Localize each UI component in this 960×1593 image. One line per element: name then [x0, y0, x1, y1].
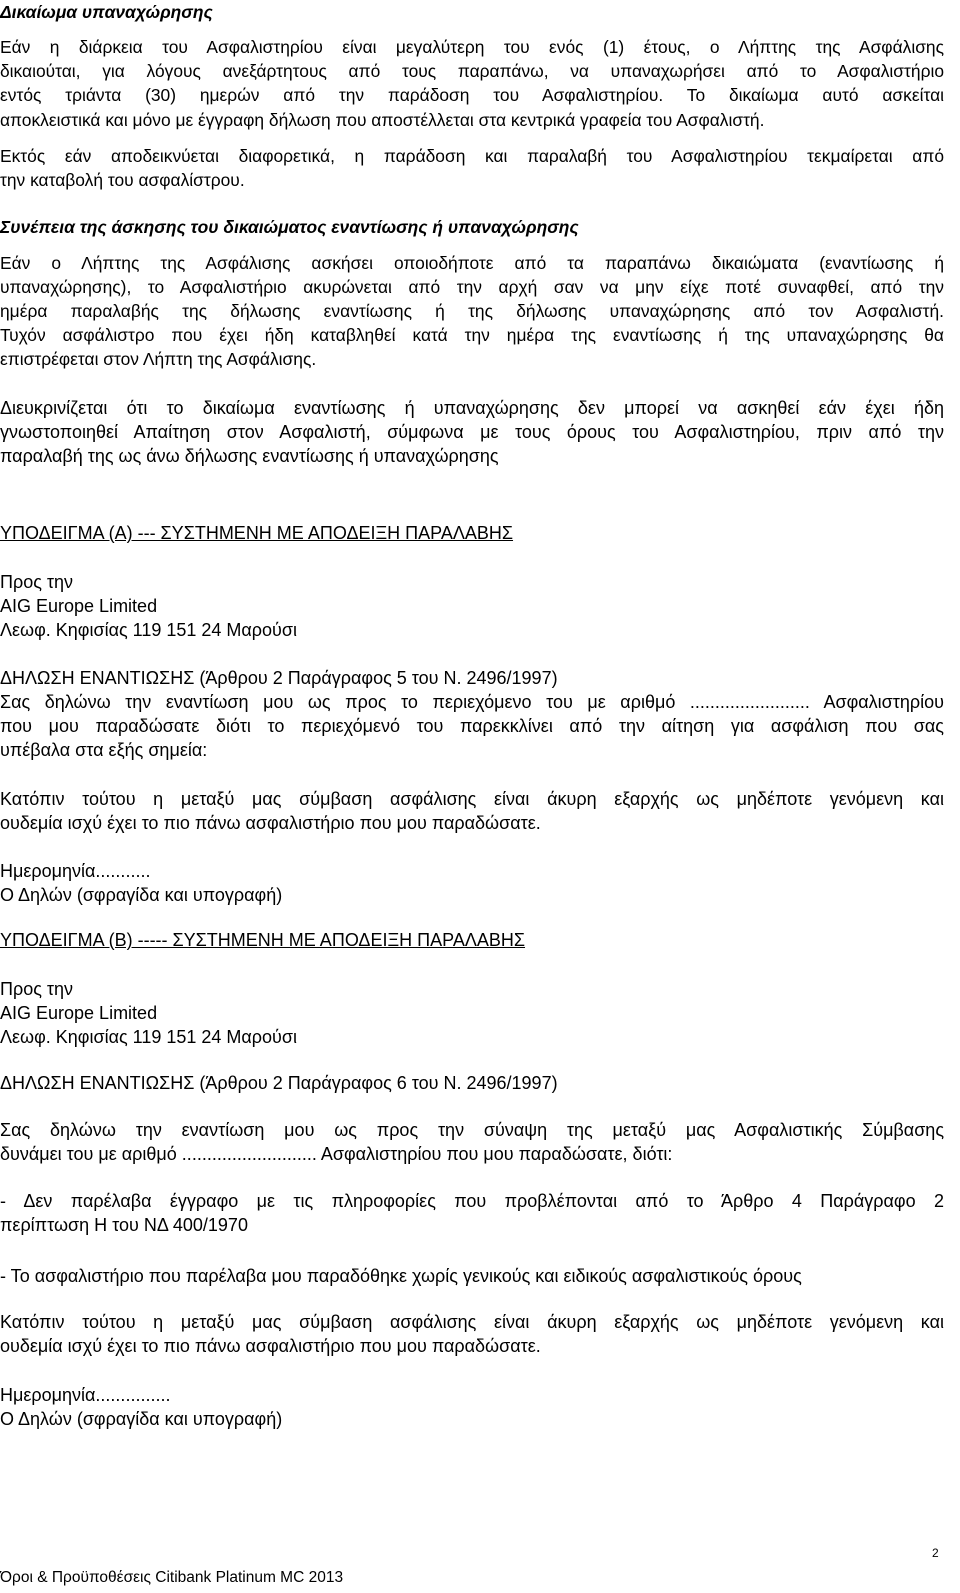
paragraph-line: υπέβαλα στα εξής σημεία: — [0, 740, 208, 760]
declaration-title: ΔΗΛΩΣΗ ΕΝΑΝΤΙΩΣΗΣ (Άρθρου 2 Παράγραφος 6 του Ν. 2496/1997) — [0, 1073, 558, 1093]
recipient-label: Προς την — [0, 572, 74, 592]
template-b-title: ΥΠΟΔΕΙΓΜΑ (Β) ----- ΣΥΣΤΗΜΕΝΗ ΜΕ ΑΠΟΔΕΙΞΗ ΠΑΡΑΛΑΒΗΣ — [0, 930, 526, 950]
list-item: - Το ασφαλιστήριο που παρέλαβα μου παραδόθηκε χωρίς γενικούς και ειδικούς ασφαλιστικούς όρους — [0, 1266, 802, 1286]
paragraph-line: δυνάμει του με αριθμό ........................... Ασφαλιστηρίου που μου παραδώσατε, διότι: — [0, 1144, 673, 1164]
paragraph-line: ημέρα παραλαβής της δήλωσης εναντίωσης ή της δήλωσης υπαναχώρησης από τον Ασφαλιστή. — [0, 301, 944, 321]
paragraph-line: ουδεμία ισχύ έχει το πιο πάνω ασφαλιστήριο που μου παραδώσατε. — [0, 813, 541, 833]
paragraph-line: γνωστοποιηθεί Απαίτηση στον Ασφαλιστή, σύμφωνα με τους όρους του Ασφαλιστηρίου, πριν από την — [0, 422, 944, 442]
signature-line: Ο Δηλών (σφραγίδα και υπογραφή) — [0, 1409, 283, 1429]
paragraph-line: Εάν ο Λήπτης της Ασφάλισης ασκήσει οποιοδήποτε από τα παραπάνω δικαιώματα (εναντίωσης ή — [0, 253, 944, 273]
paragraph-line: ουδεμία ισχύ έχει το πιο πάνω ασφαλιστήριο που μου παραδώσατε. — [0, 1336, 541, 1356]
signature-line: Ο Δηλών (σφραγίδα και υπογραφή) — [0, 885, 283, 905]
paragraph-line: υπαναχώρησης), το Ασφαλιστήριο ακυρώνεται από την αρχή σαν να μην είχε ποτέ συναφθεί, από την — [0, 277, 944, 297]
recipient-address: Λεωφ. Κηφισίας 119 151 24 Μαρούσι — [0, 620, 298, 640]
date-line: Ημερομηνία............... — [0, 1385, 171, 1405]
heading-consequences: Συνέπεια της άσκησης του δικαιώματος εναντίωσης ή υπαναχώρησης — [0, 217, 579, 237]
paragraph-line: δικαιούται, για λόγους ανεξάρτητους από τους παραπάνω, να υπαναχωρήσει από το Ασφαλιστήριο — [0, 61, 944, 81]
recipient-address: Λεωφ. Κηφισίας 119 151 24 Μαρούσι — [0, 1027, 298, 1047]
paragraph-line: επιστρέφεται στον Λήπτη της Ασφάλισης. — [0, 349, 317, 369]
recipient-company: AIG Europe Limited — [0, 596, 158, 616]
paragraph-line: εντός τριάντα (30) ημερών από την παράδοση του Ασφαλιστηρίου. Το δικαίωμα αυτό ασκείται — [0, 85, 944, 105]
list-item-continuation: περίπτωση Η του ΝΔ 400/1970 — [0, 1215, 248, 1235]
date-line: Ημερομηνία........... — [0, 861, 151, 881]
template-a-title: ΥΠΟΔΕΙΓΜΑ (Α) --- ΣΥΣΤΗΜΕΝΗ ΜΕ ΑΠΟΔΕΙΞΗ ΠΑΡΑΛΑΒΗΣ — [0, 523, 514, 543]
recipient-company: AIG Europe Limited — [0, 1003, 158, 1023]
recipient-label: Προς την — [0, 979, 74, 999]
paragraph-line: Σας δηλώνω την εναντίωση μου ως προς το περιεχόμενο του με αριθμό ........................ Ασφαλιστηρίου — [0, 692, 944, 712]
paragraph-line: που μου παραδώσατε διότι το περιεχόμενό του παρεκκλίνει από την αίτηση για ασφάλιση που σας — [0, 716, 944, 736]
paragraph-line: αποκλειστικά και μόνο με έγγραφη δήλωση που αποστέλλεται στα κεντρικά γραφεία του Ασφαλιστή. — [0, 110, 765, 130]
paragraph-line: Εκτός εάν αποδεικνύεται διαφορετικά, η παράδοση και παραλαβή του Ασφαλιστηρίου τεκμαίρεται από — [0, 146, 944, 166]
paragraph-line: παραλαβή της ως άνω δήλωσης εναντίωσης ή υπαναχώρησης — [0, 446, 499, 466]
paragraph-line: την καταβολή του ασφαλίστρου. — [0, 170, 245, 190]
footer-text: Όροι & Προϋποθέσεις Citibank Platinum MC 2013 — [0, 1569, 344, 1586]
paragraph-line: Τυχόν ασφάλιστρο που έχει ήδη καταβληθεί κατά την ημέρα της εναντίωσης ή της υπαναχώρησης θα — [0, 325, 944, 345]
paragraph-line: Κατόπιν τούτου η μεταξύ μας σύμβαση ασφάλισης είναι άκυρη εξαρχής ως μηδέποτε γενόμενη και — [0, 789, 944, 809]
list-item: - Δεν παρέλαβα έγγραφο με τις πληροφορίες που προβλέπονται από το Άρθρο 4 Παράγραφο 2 — [0, 1191, 944, 1211]
paragraph-line: Διευκρινίζεται ότι το δικαίωμα εναντίωσης ή υπαναχώρησης δεν μπορεί να ασκηθεί εάν έχει ήδη — [0, 398, 944, 418]
declaration-title: ΔΗΛΩΣΗ ΕΝΑΝΤΙΩΣΗΣ (Άρθρου 2 Παράγραφος 5 του Ν. 2496/1997) — [0, 668, 558, 688]
page-number: 2 — [932, 1546, 939, 1560]
paragraph-line: Κατόπιν τούτου η μεταξύ μας σύμβαση ασφάλισης είναι άκυρη εξαρχής ως μηδέποτε γενόμενη και — [0, 1312, 944, 1332]
heading-withdrawal-right: Δικαίωμα υπαναχώρησης — [0, 2, 213, 22]
paragraph-line: Εάν η διάρκεια του Ασφαλιστηρίου είναι μεγαλύτερη του ενός (1) έτους, ο Λήπτης της Ασφάλισης — [0, 37, 944, 57]
paragraph-line: Σας δηλώνω την εναντίωση μου ως προς την σύναψη της μεταξύ μας Ασφαλιστικής Σύμβασης — [0, 1120, 944, 1140]
